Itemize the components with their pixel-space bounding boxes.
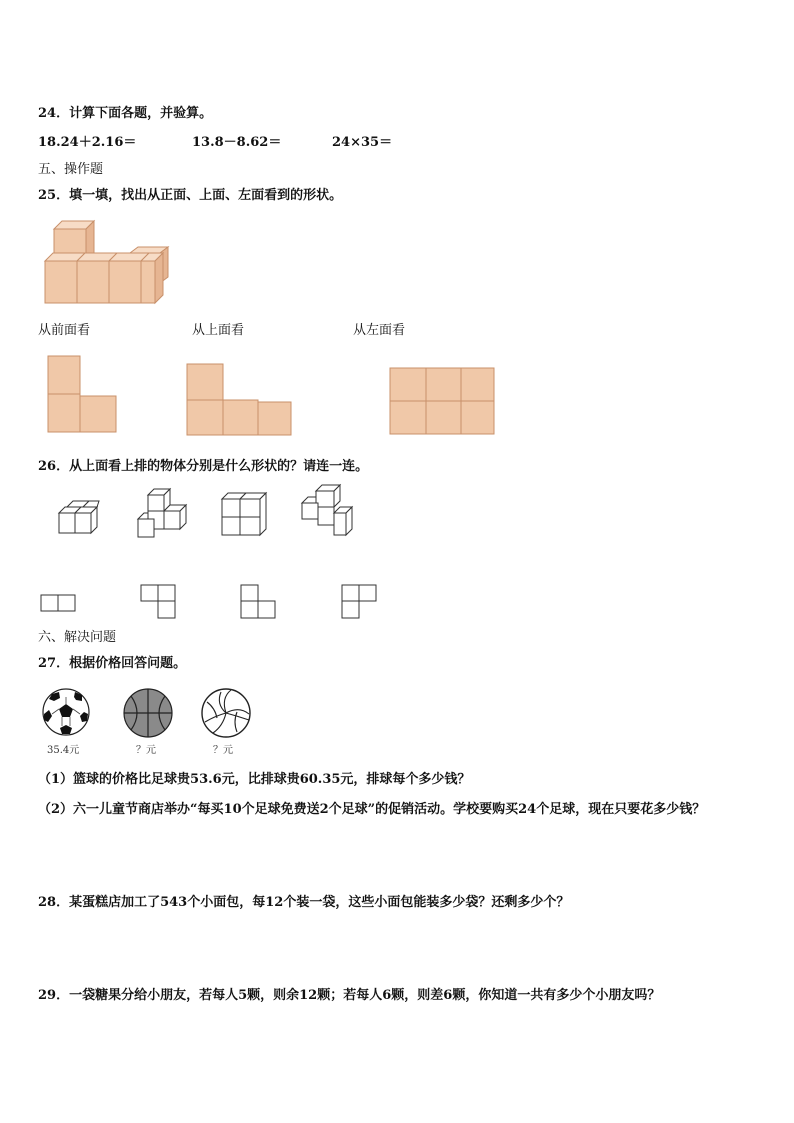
section-6-heading: 六、解决问题 <box>38 630 117 645</box>
volleyball-icon <box>201 688 251 738</box>
top-shape-3[interactable] <box>240 584 276 620</box>
q24-expr-1: 18.24＋2.16＝ <box>38 135 137 150</box>
top-shape-1[interactable] <box>40 594 76 612</box>
q27-title: 27．根据价格回答问题。 <box>38 656 187 671</box>
q28-title: 28．某蛋糕店加工了543个小面包，每12个装一袋，这些小面包能装多少袋？还剩多少个？ <box>38 895 570 910</box>
q26-title: 26．从上面看上排的物体分别是什么形状的？请连一连。 <box>38 459 369 474</box>
q24-expr-3: 24×35＝ <box>332 135 393 150</box>
solid-figure-1[interactable] <box>57 497 103 535</box>
left-view-shape <box>390 368 496 436</box>
solid-figure-4[interactable] <box>300 483 356 539</box>
label-top-view: 从上面看 <box>192 323 245 338</box>
section-5-heading: 五、操作题 <box>38 162 104 177</box>
basketball-price: ？元 <box>136 745 156 756</box>
q29-title: 29．一袋糖果分给小朋友，若每人5颗，则余12颗；若每人6颗，则差6颗，你知道一共有多少个小朋友吗？ <box>38 988 661 1003</box>
top-view-shape <box>187 364 293 436</box>
top-shape-4[interactable] <box>341 584 377 620</box>
q24-title: 24．计算下面各题，并验算。 <box>38 106 213 121</box>
q27-sub-1: （1）篮球的价格比足球贵53.6元，比排球贵60.35元，排球每个多少钱？ <box>38 772 471 787</box>
label-left-view: 从左面看 <box>353 323 406 338</box>
soccer-ball-icon <box>42 688 90 736</box>
solid-figure-2[interactable] <box>136 487 188 539</box>
cube-stack-figure <box>40 215 175 310</box>
front-view-shape <box>48 356 118 434</box>
top-shape-2[interactable] <box>140 584 176 620</box>
label-front-view: 从前面看 <box>38 323 91 338</box>
volleyball-price: ？元 <box>213 745 233 756</box>
q24-expr-2: 13.8－8.62＝ <box>192 135 282 150</box>
q27-sub-2: （2）六一儿童节商店举办“每买10个足球免费送2个足球”的促销活动。学校要购买24个足球，现在只要花多少钱？ <box>38 802 706 817</box>
soccer-price: 35.4元 <box>47 745 80 756</box>
solid-figure-3[interactable] <box>220 489 272 539</box>
basketball-icon <box>123 688 173 738</box>
q25-title: 25．填一填，找出从正面、上面、左面看到的形状。 <box>38 188 343 203</box>
